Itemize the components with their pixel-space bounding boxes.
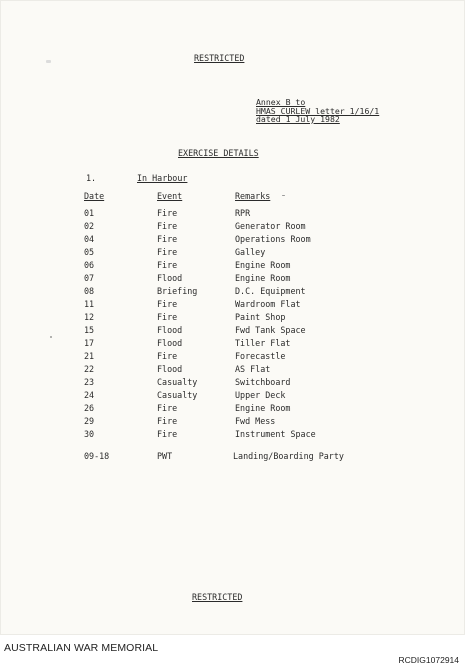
cell-remarks: Tiller Flat	[235, 338, 291, 348]
cell-remarks: Instrument Space	[235, 429, 316, 439]
cell-event: Fire	[157, 221, 178, 231]
header-date: Date	[84, 191, 105, 201]
section-title: EXERCISE DETAILS	[178, 148, 259, 158]
cell-remarks: Wardroom Flat	[235, 299, 301, 309]
archive-footer	[0, 635, 465, 666]
cell-date: 07	[84, 273, 95, 283]
cell-date: 30	[84, 429, 95, 439]
cell-event: Fire	[157, 312, 178, 322]
cell-event: Flood	[157, 338, 183, 348]
cell-event: Fire	[157, 299, 178, 309]
cell-remarks: Fwd Tank Space	[235, 325, 306, 335]
cell-date: 24	[84, 390, 95, 400]
cell-event: Fire	[157, 351, 178, 361]
header-event: Event	[157, 191, 183, 201]
cell-date: 29	[84, 416, 95, 426]
cell-date: 06	[84, 260, 95, 270]
cell-event: Flood	[157, 364, 183, 374]
cell-remarks: Engine Room	[235, 273, 291, 283]
cell-date: 22	[84, 364, 95, 374]
cell-date: 09-18	[84, 451, 110, 461]
cell-remarks: Fwd Mess	[235, 416, 276, 426]
cell-remarks: Landing/Boarding Party	[233, 451, 344, 461]
header-remarks: Remarks	[235, 191, 271, 201]
cell-event: Fire	[157, 416, 178, 426]
cell-event: Fire	[157, 234, 178, 244]
cell-remarks: Generator Room	[235, 221, 306, 231]
cell-remarks: Galley	[235, 247, 266, 257]
cell-remarks: D.C. Equipment	[235, 286, 306, 296]
cell-event: Fire	[157, 247, 178, 257]
archive-reference: RCDIG1072914	[398, 655, 459, 665]
cell-date: 12	[84, 312, 95, 322]
cell-event: Flood	[157, 325, 183, 335]
cell-event: Flood	[157, 273, 183, 283]
cell-date: 15	[84, 325, 95, 335]
cell-remarks: Paint Shop	[235, 312, 286, 322]
cell-remarks: Switchboard	[235, 377, 291, 387]
cell-remarks: Engine Room	[235, 260, 291, 270]
annex-line-2: HMAS CURLEW letter 1/16/1	[256, 105, 380, 116]
paper-speck	[46, 60, 51, 63]
paper-speck	[50, 336, 52, 338]
cell-date: 04	[84, 234, 95, 244]
annex-line-3: dated 1 July 1982	[256, 114, 340, 124]
cell-date: 21	[84, 351, 95, 361]
cell-remarks: Forecastle	[235, 351, 286, 361]
cell-event: Fire	[157, 429, 178, 439]
cell-date: 01	[84, 208, 95, 218]
classification-top: RESTRICTED	[194, 53, 245, 63]
cell-event: Casualty	[157, 377, 198, 387]
cell-remarks: AS Flat	[235, 364, 271, 374]
cell-date: 08	[84, 286, 95, 296]
cell-remarks: Engine Room	[235, 403, 291, 413]
cell-date: 23	[84, 377, 95, 387]
cell-event: PWT	[157, 451, 173, 461]
cell-remarks: Operations Room	[235, 234, 311, 244]
paper-speck	[282, 195, 285, 196]
cell-event: Casualty	[157, 390, 198, 400]
cell-date: 17	[84, 338, 95, 348]
classification-bottom: RESTRICTED	[192, 592, 243, 602]
institution-name: AUSTRALIAN WAR MEMORIAL	[4, 642, 159, 654]
cell-date: 05	[84, 247, 95, 257]
cell-event: Fire	[157, 208, 178, 218]
annex-line-1: Annex B to	[256, 97, 306, 107]
cell-date: 26	[84, 403, 95, 413]
cell-remarks: RPR	[235, 208, 251, 218]
cell-remarks: Upper Deck	[235, 390, 286, 400]
section-number: 1.	[86, 173, 97, 183]
cell-event: Fire	[157, 403, 178, 413]
cell-event: Fire	[157, 260, 178, 270]
section-subtitle: In Harbour	[137, 173, 188, 183]
cell-date: 02	[84, 221, 95, 231]
annex-reference	[256, 97, 380, 124]
cell-event: Briefing	[157, 286, 198, 296]
cell-date: 11	[84, 299, 95, 309]
